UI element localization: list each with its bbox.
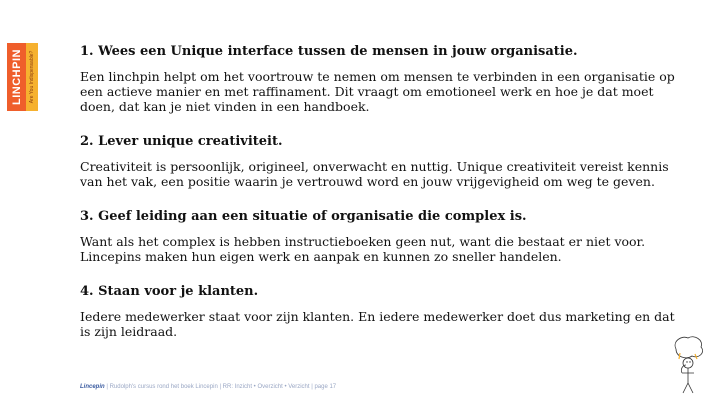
section-heading: 1. Wees een Unique interface tussen de mensen in jouw organisatie. (80, 44, 578, 59)
section-3 (80, 209, 675, 264)
section-body: Want als het complex is hebben instructieboeken geen nut, want die bestaat er niet voor. Lincepins maken hun eigen werk en aanpak en kunnen zo sneller handelen. (80, 234, 646, 264)
section-heading: 4. Staan voor je klanten. (80, 284, 259, 299)
footer-brand: Lincepin (80, 384, 105, 390)
logo-subtitle: Are You Indispensable? (29, 50, 35, 104)
section-1 (80, 44, 675, 114)
section-body: Iedere medewerker staat voor zijn klanten. En iedere medewerker doet dus marketing en dat is zijn leidraad. (80, 309, 675, 339)
section-body: Creativiteit is persoonlijk, origineel, onverwacht en nuttig. Unique creativiteit vereist kennis van het vak, een positie waarin je vertrouwd word en jouw vrijgevigheid om weg te geven. (80, 159, 669, 189)
section-body: Een linchpin helpt om het voortrouw te nemen om mensen te verbinden in een organisatie op een actieve manier en met raffinament. Dit vraagt om emotioneel werk en hoe je dat moet doen, dat kan je niet vinden in een handboek. (80, 69, 675, 114)
section-heading: 3. Geef leiding aan een situatie of organisatie die complex is. (80, 209, 527, 224)
footer-text: | Rudolph's cursus rond het boek Lincepin | RR: Inzicht • Overzicht • Verzicht | page 17 (104, 384, 337, 390)
logo-title-band (7, 43, 26, 111)
logo-title: LINCHPIN (10, 49, 23, 105)
slide-content (80, 44, 675, 359)
thinking-person-illustration (668, 335, 708, 395)
logo-subtitle-band (26, 43, 38, 111)
slide-footer (80, 384, 336, 390)
section-heading: 2. Lever unique creativiteit. (80, 134, 283, 149)
section-4 (80, 284, 675, 339)
section-2 (80, 134, 675, 189)
linchpin-logo (7, 43, 38, 111)
